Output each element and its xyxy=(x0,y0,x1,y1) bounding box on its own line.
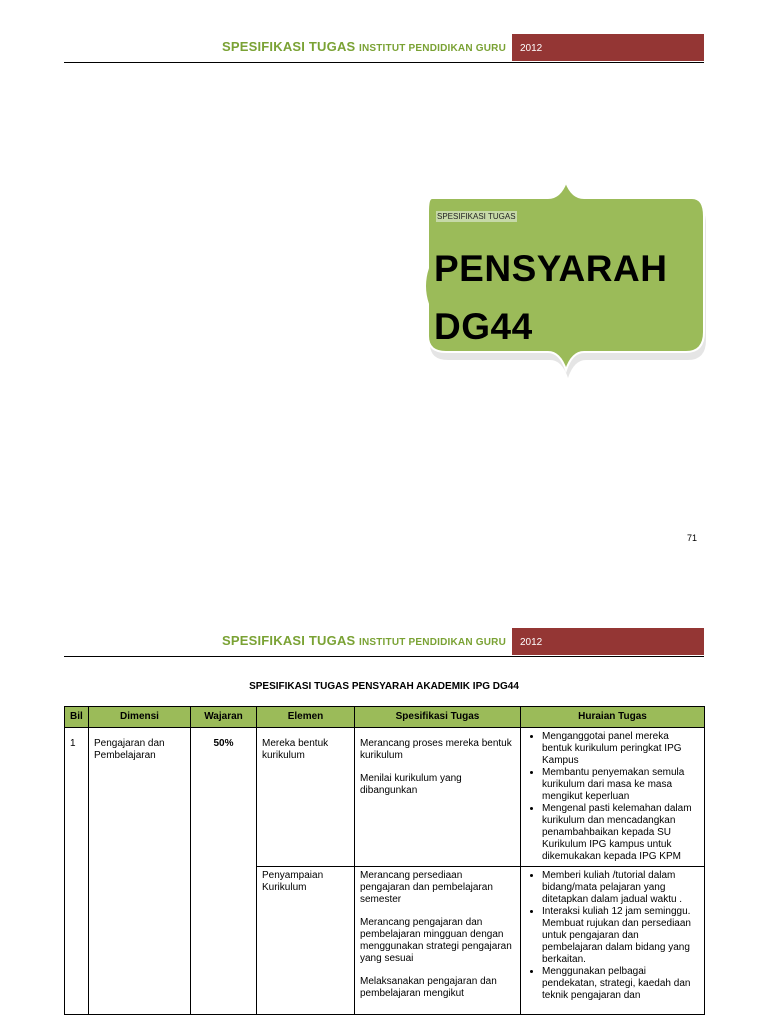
header-year: 2012 xyxy=(512,628,704,655)
page-number: 71 xyxy=(687,533,698,543)
spec-table xyxy=(64,706,705,1015)
huraian-item: • Menggunakan pelbagai pendekatan, strategi, kaedah dan teknik pengajaran dan xyxy=(542,966,699,1002)
cover-title-line2: DG44 xyxy=(434,306,533,347)
header-title xyxy=(222,39,506,54)
cell-huraian xyxy=(521,728,705,867)
spec-item: Merancang proses mereka bentuk kurikulum xyxy=(360,738,512,761)
wajaran-value: 50% xyxy=(213,738,234,749)
table-row xyxy=(65,728,705,867)
spec-item: Merancang persediaan pengajaran dan pembelajaran semester xyxy=(360,870,493,905)
cell-wajaran xyxy=(191,728,257,1015)
cell-elemen: Mereka bentuk kurikulum xyxy=(257,728,355,867)
header-year: 2012 xyxy=(512,34,704,61)
spec-item: Merancang pengajaran dan pembelajaran mingguan dengan menggunakan strategi pengajaran yang sesuai xyxy=(360,917,512,964)
page-header xyxy=(64,34,704,62)
header-title-main: SPESIFIKASI TUGAS xyxy=(222,633,356,648)
spec-item: Melaksanakan pengajaran dan pembelajaran mengikut xyxy=(360,976,497,999)
header-title-sub: INSTITUT PENDIDIKAN GURU xyxy=(358,43,506,54)
document-title: SPESIFIKASI TUGAS PENSYARAH AKADEMIK IPG DG44 xyxy=(249,681,519,692)
cell-spesifikasi xyxy=(355,728,521,867)
header-title-sub: INSTITUT PENDIDIKAN GURU xyxy=(358,637,506,648)
cover-title xyxy=(434,240,667,356)
cell-spesifikasi xyxy=(355,867,521,1015)
col-header-wajaran: Wajaran xyxy=(191,707,257,728)
huraian-item: • Interaksi kuliah 12 jam seminggu. Membuat rujukan dan persediaan untuk pengajaran dan pembelajaran dalam bidang yang berkaitan. xyxy=(542,906,699,966)
col-header-dimensi: Dimensi xyxy=(89,707,191,728)
huraian-item: • Membantu penyemakan semula kurikulum dari masa ke masa mengikut keperluan xyxy=(542,767,699,803)
huraian-item: • Mengenal pasti kelemahan dalam kurikulum dan mencadangkan penambahbaikan kepada SU Kurikulum IPG kampus untuk dikemukakan kepada IPG KPM xyxy=(542,803,699,863)
huraian-item: • Menganggotai panel mereka bentuk kurikulum peringkat IPG Kampus xyxy=(542,731,699,767)
cell-dimensi: Pengajaran dan Pembelajaran xyxy=(89,728,191,1015)
col-header-elemen: Elemen xyxy=(257,707,355,728)
cell-elemen: Penyampaian Kurikulum xyxy=(257,867,355,1015)
header-rule xyxy=(64,62,704,63)
cell-huraian xyxy=(521,867,705,1015)
header-title-main: SPESIFIKASI TUGAS xyxy=(222,39,356,54)
header-title xyxy=(222,633,506,648)
page-header-2 xyxy=(64,628,704,656)
col-header-spesifikasi: Spesifikasi Tugas xyxy=(355,707,521,728)
col-header-bil: Bil xyxy=(65,707,89,728)
cell-bil: 1 xyxy=(65,728,89,1015)
cover-title-line1: PENSYARAH xyxy=(434,248,668,289)
header-rule xyxy=(64,656,704,657)
table-header-row xyxy=(65,707,705,728)
cover-subtitle: SPESIFIKASI TUGAS xyxy=(437,212,516,221)
huraian-item: • Memberi kuliah /tutorial dalam bidang/mata pelajaran yang ditetapkan dalam jadual waktu . xyxy=(542,870,699,906)
spec-item: Menilai kurikulum yang dibangunkan xyxy=(360,773,462,796)
col-header-huraian: Huraian Tugas xyxy=(521,707,705,728)
